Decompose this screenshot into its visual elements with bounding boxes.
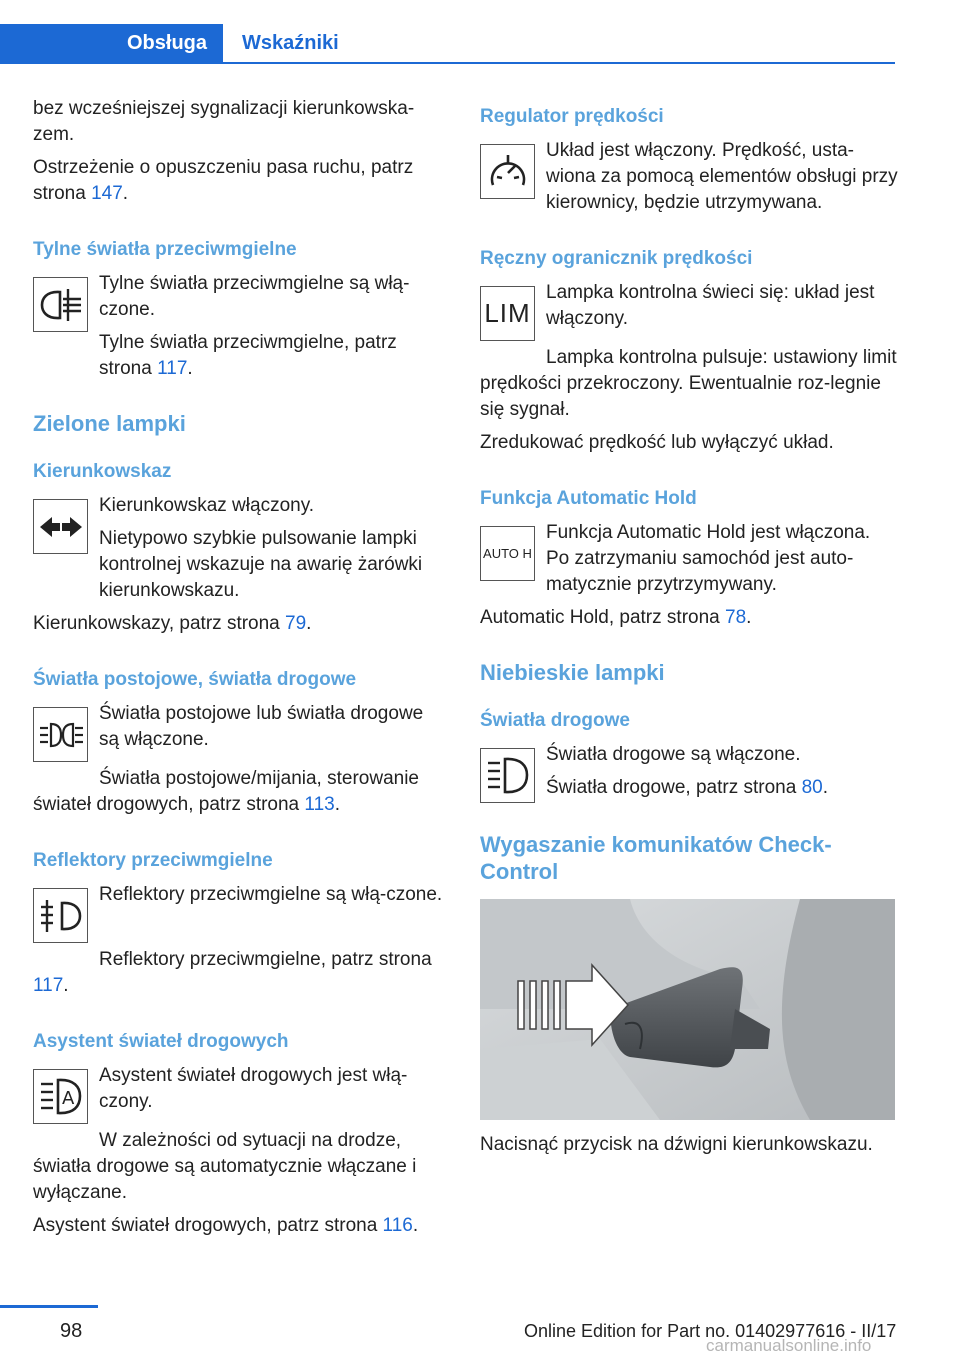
- parking-text-2: Światła postojowe/mijania, sterowanie świateł drogowych, patrz strona 113.: [33, 768, 419, 815]
- parking-heading: Światła postojowe, światła drogowe: [33, 669, 357, 690]
- parking-entry: [33, 701, 445, 759]
- auto-hold-icon-label: AUTO H: [483, 546, 532, 561]
- svg-text:A: A: [61, 1087, 74, 1109]
- cruise-entry: [480, 138, 898, 216]
- page-link-79[interactable]: 79: [285, 613, 307, 634]
- green-lamps-heading: Zielone lampki: [33, 411, 186, 436]
- cruise-heading: Regulator prędkości: [480, 106, 664, 127]
- highbeam-entry: [480, 742, 898, 801]
- edition-line: Online Edition for Part no. 01402977616 - II/17: [524, 1321, 897, 1341]
- cruise-control-icon: [480, 144, 535, 199]
- blue-lamps-heading: Niebieskie lampki: [480, 660, 665, 685]
- rear-fog-entry: [33, 271, 445, 382]
- front-fog-text-2: Reflektory przeciwmgielne, patrz strona 117.: [33, 949, 432, 996]
- page-number: 98: [60, 1320, 83, 1342]
- turn-signal-arrows-icon: [33, 499, 88, 554]
- page-link-113[interactable]: 113: [304, 794, 335, 815]
- page-link-117a[interactable]: 117: [157, 358, 188, 379]
- tab-wskazniki[interactable]: Wskaźniki: [242, 32, 339, 54]
- front-fog-heading: Reflektory przeciwmgielne: [33, 850, 273, 871]
- autohold-text-1: Funkcja Automatic Hold jest włączona. Po zatrzymaniu samochód jest auto-matycznie przytrzymywany.: [546, 522, 871, 595]
- page-link-78[interactable]: 78: [725, 607, 747, 628]
- auto-hold-icon: [480, 526, 535, 581]
- front-fog-light-icon: [33, 888, 88, 943]
- turn-heading: Kierunkowskaz: [33, 461, 172, 482]
- highbeam-text-2: Światła drogowe, patrz strona 80.: [546, 777, 828, 798]
- parking-text-1: Światła postojowe lub światła drogowe są włączone.: [99, 703, 424, 750]
- parking-lights-icon: [33, 707, 88, 762]
- rear-fog-text-1: Tylne światła przeciwmgielne są włą-czone.: [99, 273, 410, 320]
- speed-limiter-icon: [480, 286, 535, 341]
- intro-text-2: Ostrzeżenie o opuszczeniu pasa ruchu, patrz strona 147.: [33, 157, 414, 204]
- front-fog-text-1: Reflektory przeciwmgielne są włą-czone.: [99, 884, 443, 905]
- rear-fog-light-icon: [33, 277, 88, 332]
- page-link-117b[interactable]: 117: [33, 975, 64, 996]
- front-fog-entry: [33, 882, 445, 940]
- page-link-147[interactable]: 147: [91, 183, 123, 204]
- page-link-80[interactable]: 80: [801, 777, 823, 798]
- high-beam-icon: [480, 748, 535, 803]
- limiter-text-1: Lampka kontrolna świeci się: układ jest włączony.: [546, 282, 875, 329]
- hba-heading: Asystent świateł drogowych: [33, 1031, 289, 1052]
- footer-rule: [0, 1305, 98, 1308]
- limiter-text-2: Lampka kontrolna pulsuje: ustawiony limit prędkości przekroczony. Ewentualnie roz-legnie się sygnał.: [480, 347, 897, 420]
- page-link-116[interactable]: 116: [382, 1215, 413, 1236]
- header-bar: [0, 24, 895, 64]
- rear-fog-heading: Tylne światła przeciwmgielne: [33, 239, 297, 260]
- right-column: [480, 96, 898, 1158]
- watermark: carmanualsonline.info: [706, 1336, 872, 1355]
- checkcontrol-heading: Wygaszanie komunikatów Check-Control: [480, 832, 832, 884]
- left-column: [33, 96, 445, 1239]
- limiter-entry: [480, 280, 898, 338]
- hba-text-3: Asystent świateł drogowych, patrz strona 116.: [33, 1215, 419, 1236]
- autohold-text-2: Automatic Hold, patrz strona 78.: [480, 607, 752, 628]
- highbeam-heading: Światła drogowe: [480, 710, 630, 731]
- limiter-heading: Ręczny ogranicznik prędkości: [480, 248, 753, 269]
- turn-entry: [33, 493, 445, 604]
- speed-limiter-icon-label: LIM: [484, 298, 531, 328]
- autohold-entry: [480, 520, 898, 598]
- cruise-text-1: Układ jest włączony. Prędkość, usta-wiona za pomocą elementów obsługi przy kierownicy, będzie utrzymywana.: [546, 140, 898, 213]
- tab-obsluga[interactable]: Obsługa: [0, 24, 223, 62]
- intro-text-1: bez wcześniejszej sygnalizacji kierunkowska-zem.: [33, 98, 415, 145]
- turn-text-3: Kierunkowskazy, patrz strona 79.: [33, 613, 312, 634]
- turn-lever-photo: [480, 899, 895, 1120]
- checkcontrol-caption: Nacisnąć przycisk na dźwigni kierunkowskazu.: [480, 1134, 873, 1155]
- hba-text-1: Asystent świateł drogowych jest włą-czony.: [99, 1065, 408, 1112]
- hba-text-2: W zależności od sytuacji na drodze, światła drogowe są automatycznie włączane i wyłączane.: [33, 1130, 417, 1203]
- turn-text-2: Nietypowo szybkie pulsowanie lampki kontrolnej wskazuje na awarię żarówki kierunkowskazu.: [99, 528, 423, 601]
- turn-text-1: Kierunkowskaz włączony.: [99, 495, 315, 516]
- limiter-text-3: Zredukować prędkość lub wyłączyć układ.: [480, 432, 834, 453]
- hba-entry: [33, 1063, 445, 1121]
- rear-fog-text-2: Tylne światła przeciwmgielne, patrz strona 117.: [99, 332, 397, 379]
- high-beam-assistant-icon: [33, 1069, 88, 1124]
- autohold-heading: Funkcja Automatic Hold: [480, 488, 697, 509]
- highbeam-text-1: Światła drogowe są włączone.: [546, 744, 801, 765]
